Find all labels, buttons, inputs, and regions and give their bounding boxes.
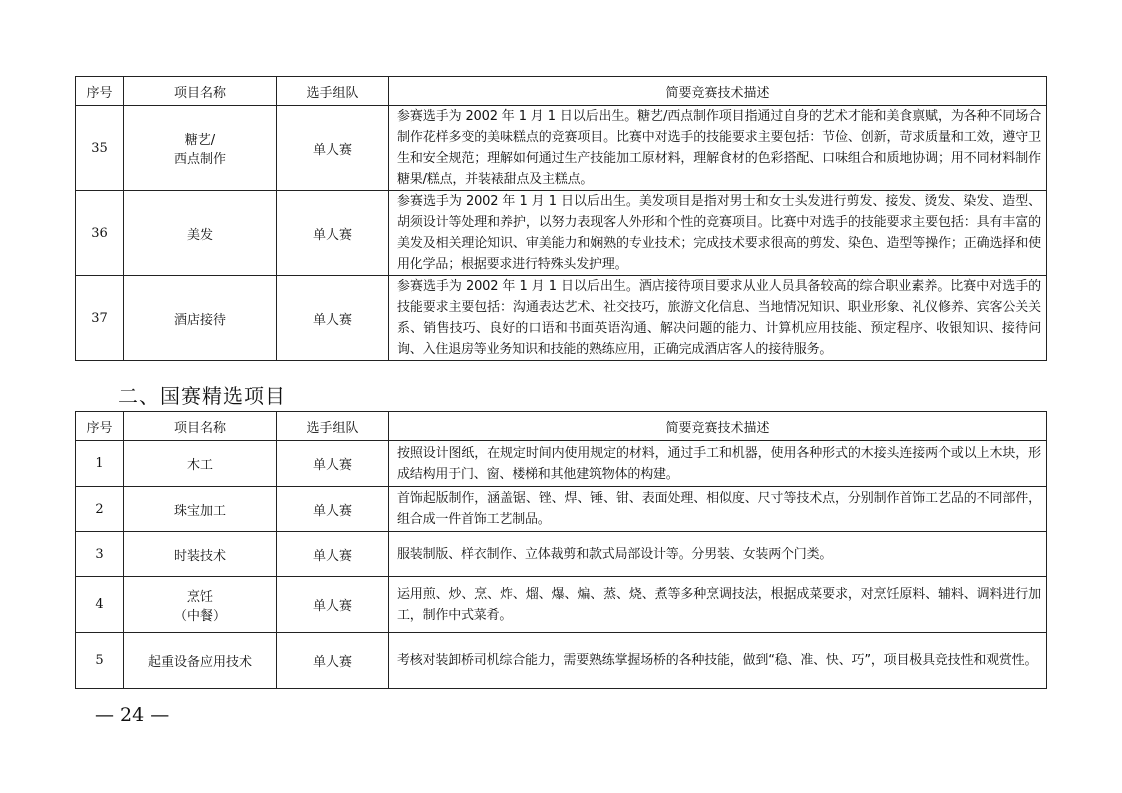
team-type: 单人赛 bbox=[277, 577, 389, 633]
header-number: 序号 bbox=[76, 412, 124, 441]
team-type: 单人赛 bbox=[277, 633, 389, 689]
national-selected-projects-table bbox=[75, 411, 1047, 689]
header-project-name: 项目名称 bbox=[124, 77, 277, 106]
competition-table-continued bbox=[75, 76, 1047, 361]
table-row bbox=[76, 532, 1047, 577]
project-name: 起重设备应用技术 bbox=[124, 633, 277, 689]
row-number: 36 bbox=[76, 191, 124, 276]
project-name-line: 烹饪 bbox=[186, 589, 213, 605]
row-number: 2 bbox=[76, 487, 124, 532]
description: 参赛选手为 2002 年 1 月 1 日以后出生。美发项目是指对男士和女士头发进行剪发、接发、烫发、染发、造型、胡须设计等处理和养护，以努力表现客人外形和个性的竞赛项目。比赛中对选手的技能要求主要包括：具有丰富的美发及相关理论知识、审美能力和娴熟的专业技术；完成技术要求很高的剪发、染色、造型等操作；正确选择和使用化学品；根据要求进行特殊头发护理。 bbox=[389, 191, 1047, 276]
description: 考核对装卸桥司机综合能力，需要熟练掌握场桥的各种技能，做到“稳、准、快、巧”，项目极具竞技性和观赏性。 bbox=[389, 633, 1047, 689]
table-row bbox=[76, 276, 1047, 361]
description: 运用煎、炒、烹、炸、熘、爆、煸、蒸、烧、煮等多种烹调技法，根据成菜要求，对烹饪原料、辅料、调料进行加工，制作中式菜肴。 bbox=[389, 577, 1047, 633]
header-project-name: 项目名称 bbox=[124, 412, 277, 441]
row-number: 35 bbox=[76, 106, 124, 191]
team-type: 单人赛 bbox=[277, 532, 389, 577]
table-header-row bbox=[76, 412, 1047, 441]
project-name: 时装技术 bbox=[124, 532, 277, 577]
description: 按照设计图纸，在规定时间内使用规定的材料，通过手工和机器，使用各种形式的木接头连接两个或以上木块，形成结构用于门、窗、楼梯和其他建筑物体的构建。 bbox=[389, 441, 1047, 487]
description: 首饰起版制作，涵盖锯、锉、焊、锤、钳、表面处理、相似度、尺寸等技术点，分别制作首饰工艺品的不同部件，组合成一件首饰工艺制品。 bbox=[389, 487, 1047, 532]
description: 参赛选手为 2002 年 1 月 1 日以后出生。酒店接待项目要求从业人员具备较高的综合职业素养。比赛中对选手的技能要求主要包括：沟通表达艺术、社交技巧，旅游文化信息、当地情况知识、职业形象、礼仪修养、宾客公关关系、销售技巧、良好的口语和书面英语沟通、解决问题的能力、计算机应用技能、预定程序、收银知识、接待问询、入住退房等业务知识和技能的熟练应用，正确完成酒店客人的接待服务。 bbox=[389, 276, 1047, 361]
project-name-line: 西点制作 bbox=[173, 152, 226, 167]
header-number: 序号 bbox=[76, 77, 124, 106]
project-name: 木工 bbox=[124, 441, 277, 487]
team-type: 单人赛 bbox=[277, 191, 389, 276]
section-heading: 二、国赛精选项目 bbox=[118, 384, 286, 408]
table-row bbox=[76, 487, 1047, 532]
project-name: 珠宝加工 bbox=[124, 487, 277, 532]
row-number: 3 bbox=[76, 532, 124, 577]
row-number: 37 bbox=[76, 276, 124, 361]
header-description: 简要竞赛技术描述 bbox=[389, 412, 1047, 441]
project-name bbox=[124, 577, 277, 633]
header-team-type: 选手组队 bbox=[277, 412, 389, 441]
row-number: 4 bbox=[76, 577, 124, 633]
page-number: — 24 — bbox=[95, 704, 170, 726]
description: 服装制版、样衣制作、立体裁剪和款式局部设计等。分男装、女装两个门类。 bbox=[389, 532, 1047, 577]
table-header-row bbox=[76, 77, 1047, 106]
header-team-type: 选手组队 bbox=[277, 77, 389, 106]
row-number: 1 bbox=[76, 441, 124, 487]
project-name bbox=[124, 106, 277, 191]
project-name-line: （中餐） bbox=[173, 608, 226, 624]
table-row bbox=[76, 106, 1047, 191]
project-name: 酒店接待 bbox=[124, 276, 277, 361]
team-type: 单人赛 bbox=[277, 487, 389, 532]
team-type: 单人赛 bbox=[277, 106, 389, 191]
header-description: 简要竞赛技术描述 bbox=[389, 77, 1047, 106]
table-row bbox=[76, 441, 1047, 487]
table-row bbox=[76, 191, 1047, 276]
team-type: 单人赛 bbox=[277, 276, 389, 361]
description: 参赛选手为 2002 年 1 月 1 日以后出生。糖艺/西点制作项目指通过自身的艺术才能和美食禀赋，为各种不同场合制作花样多变的美味糕点的竞赛项目。比赛中对选手的技能要求主要包括：节俭、创新，苛求质量和工效，遵守卫生和安全规范；理解如何通过生产技能加工原材料，理解食材的色彩搭配、口味组合和质地协调；用不同材料制作糖果/糕点，并装裱甜点及主糕点。 bbox=[389, 106, 1047, 191]
project-name: 美发 bbox=[124, 191, 277, 276]
row-number: 5 bbox=[76, 633, 124, 689]
table-row bbox=[76, 577, 1047, 633]
project-name-line: 糖艺/ bbox=[184, 133, 216, 148]
team-type: 单人赛 bbox=[277, 441, 389, 487]
table-row bbox=[76, 633, 1047, 689]
